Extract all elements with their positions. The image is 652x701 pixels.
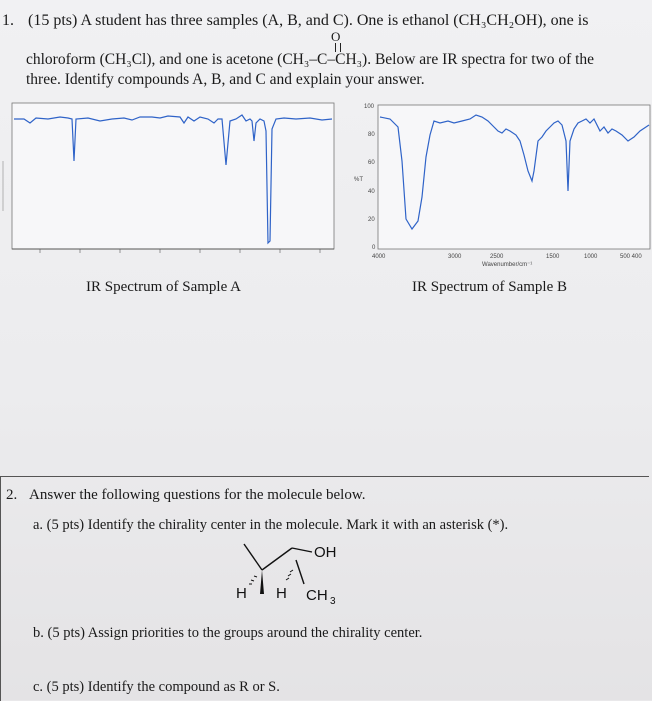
ch3-label: CH (306, 587, 328, 604)
bond-c3-ch3 (296, 560, 304, 584)
bond-c2-c3 (262, 548, 292, 570)
y-tick-20: 20 (368, 217, 375, 223)
bond-c3-oh (292, 548, 312, 552)
wedge-bond-left (260, 570, 264, 594)
ir-spectrum-a (0, 101, 336, 261)
oh-label: OH (314, 544, 337, 561)
y-tick-0: 0 (372, 245, 376, 251)
question2-part-c: c. (5 pts) Identify the compound as R or S. (33, 679, 280, 695)
y-tick-40: 40 (368, 189, 375, 195)
spectrum-b-caption: IR Spectrum of Sample B (412, 279, 567, 295)
x-tick-500-400: 500 400 (620, 254, 642, 260)
spectrum-a-caption: IR Spectrum of Sample A (86, 279, 241, 295)
x-tick-3000: 3000 (448, 254, 462, 260)
question2-number: 2. (6, 487, 18, 503)
question2-stem: Answer the following questions for the molecule below. (29, 487, 366, 503)
y-tick-80: 80 (368, 132, 375, 138)
question1-number: 1. (2, 12, 14, 29)
question2-line (6, 487, 365, 504)
ch3-subscript: 3 (330, 596, 336, 607)
spectrum-b-x-ticks (372, 254, 642, 268)
spectrum-a-frame (12, 103, 334, 249)
question2-part-b: b. (5 pts) Assign priorities to the groups around the chirality center. (33, 625, 423, 641)
h-right-label: H (276, 585, 287, 602)
spectrum-a-ticks (40, 249, 320, 253)
hash-bond-left (249, 576, 257, 584)
molecule-structure (200, 538, 370, 610)
y-axis-label: %T (354, 177, 363, 183)
question2-part-a: a. (5 pts) Identify the chirality center in the molecule. Mark it with an asterisk (*). (33, 517, 509, 533)
y-tick-100: 100 (364, 104, 375, 110)
bond-methyl-c2 (244, 544, 262, 570)
question1-line1 (2, 12, 588, 30)
question1-text-line3: three. Identify compounds A, B, and C and explain your answer. (26, 71, 425, 88)
x-tick-4000: 4000 (372, 254, 386, 260)
x-tick-2500: 2500 (490, 254, 504, 260)
carbonyl-oxygen: O (331, 29, 341, 44)
question1-text-line1: (15 pts) A student has three samples (A, B, and C). One is ethanol (CH₃CH₂OH), one is (28, 12, 589, 29)
h-left-label: H (236, 585, 247, 602)
spectrum-b-y-ticks (354, 104, 376, 251)
ir-spectrum-b (342, 101, 652, 271)
hash-bond-right (286, 570, 293, 580)
y-tick-60: 60 (368, 160, 375, 166)
spectrum-b-frame (378, 105, 650, 249)
question1-text-line2: chloroform (CH₃Cl), and one is acetone (CH₃–C–CH₃). Below are IR spectra for two of the (26, 51, 595, 68)
x-tick-1500: 1500 (546, 254, 560, 260)
x-tick-1000: 1000 (584, 254, 598, 260)
x-axis-label: Wavenumber/cm⁻¹ (482, 262, 533, 268)
